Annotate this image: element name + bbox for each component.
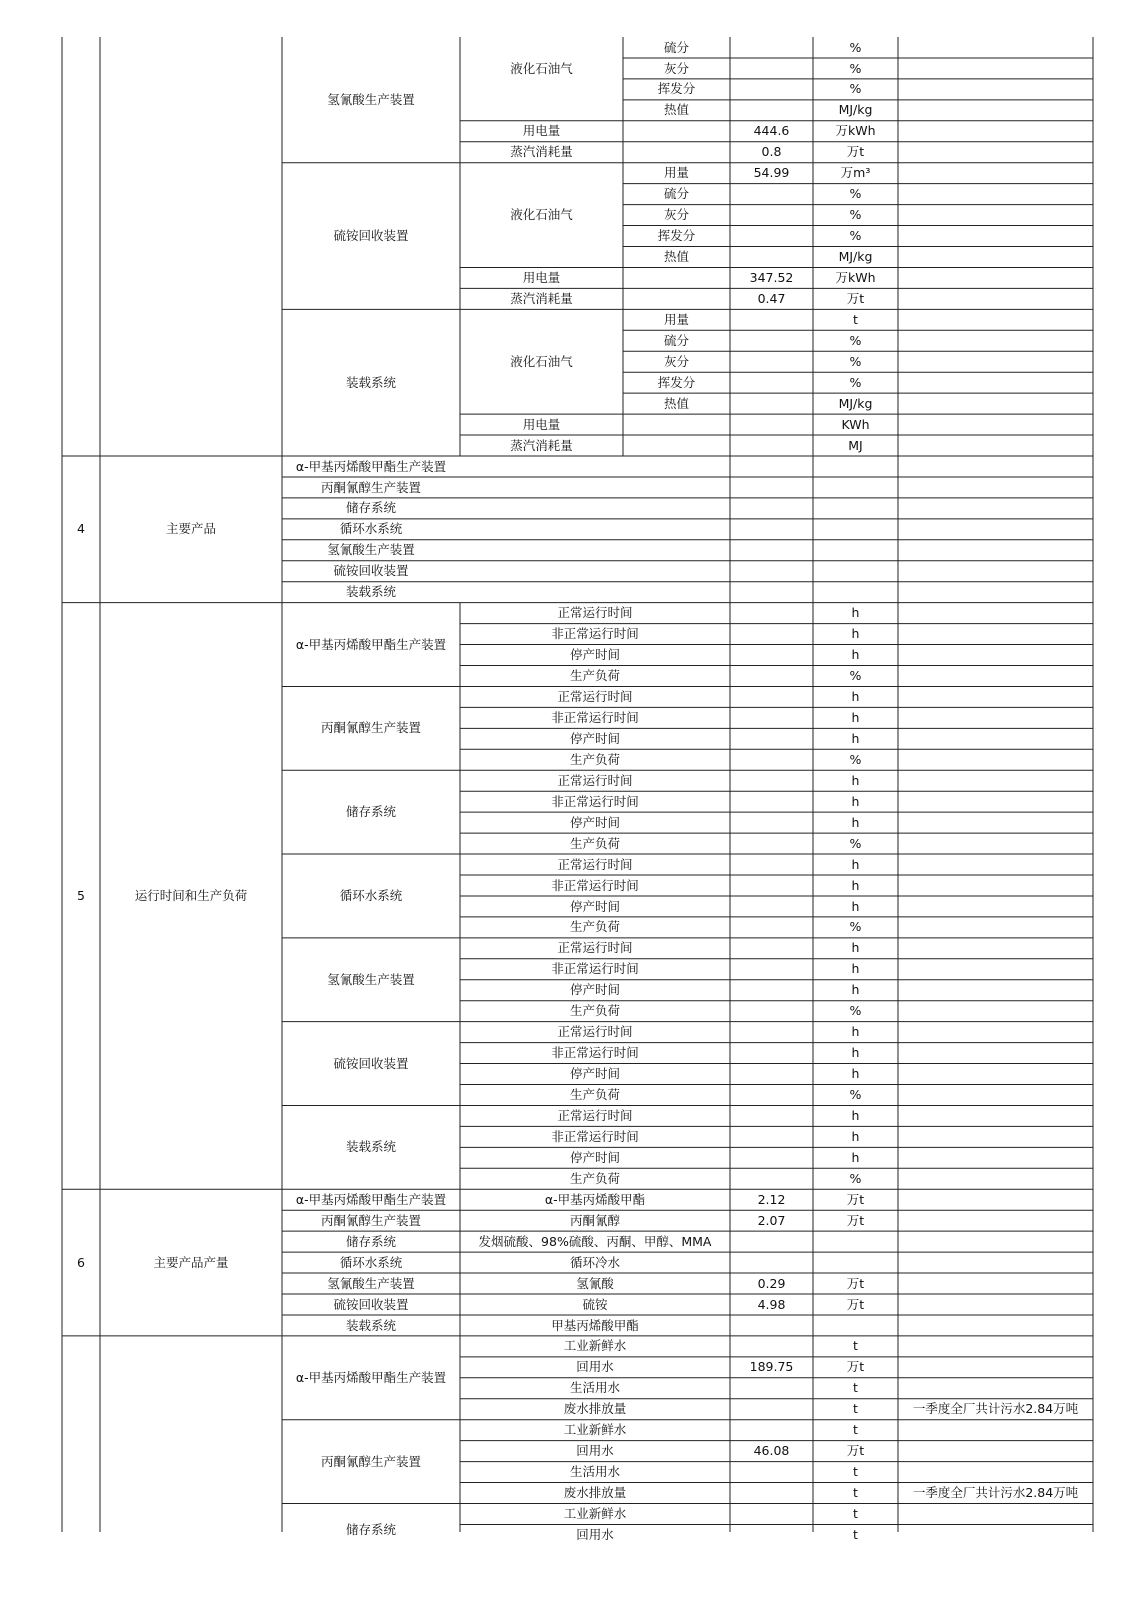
runtime-param-label: 非正常运行时间 [551,709,639,725]
product-unit-4: 氢氰酸生产装置 [327,542,415,558]
runtime-param-unit: h [851,982,860,998]
product-unit-6: 装载系统 [345,584,396,600]
unit-cell-loading-4: MJ/kg [838,395,873,411]
param-label-ammonium-usage: 用量 [663,165,689,181]
unit-cell-hcn-0: % [849,39,862,55]
runtime-param-label: 非正常运行时间 [551,877,639,893]
output-unit-2: 储存系统 [345,1233,396,1249]
remark-acn: 一季度全厂共计污水2.84万吨 [912,1485,1079,1501]
output-value-1: 2.07 [757,1212,786,1228]
unit-cell-hcn-2: % [849,81,862,97]
runtime-param-unit: h [851,730,860,746]
water-param-mma: 回用水 [576,1359,614,1375]
output-measure-5: 万t [846,1296,865,1312]
water-param-mma: 废水排放量 [563,1401,627,1417]
water-unit-cell-mma: 万t [846,1359,865,1375]
runtime-param-unit: h [851,1045,860,1061]
unit-cell-ammonium-3: % [849,228,862,244]
runtime-param-label: 正常运行时间 [557,940,633,956]
output-unit-5: 硫铵回收装置 [333,1296,409,1312]
water-value-acn [730,1483,813,1504]
runtime-param-unit: h [851,940,860,956]
output-value-0: 2.12 [757,1191,786,1207]
runtime-param-label: 非正常运行时间 [551,1045,639,1061]
runtime-param-unit: % [849,668,862,684]
output-product-0: α-甲基丙烯酸甲酯 [544,1191,646,1207]
water-param-acn: 废水排放量 [563,1485,627,1501]
unit-label-loading: 装载系统 [345,374,396,390]
water-value-acn: 46.08 [753,1443,790,1459]
output-product-6: 甲基丙烯酸甲酯 [551,1317,639,1333]
water-unit-cell-mma: t [853,1338,858,1354]
output-unit-4: 氢氰酸生产装置 [327,1275,415,1291]
param-label-loading-usage: 用量 [663,311,689,327]
output-measure-6 [813,1315,898,1336]
runtime-param-label: 非正常运行时间 [551,626,639,642]
water-unit-cell-acn: t [853,1464,858,1480]
unit-cell-hcn-1: % [849,60,862,76]
output-product-2: 发烟硫酸、98%硫酸、丙酮、甲醇、MMA [478,1233,712,1249]
usage-value-ammonium: 54.99 [753,165,790,181]
runtime-param-unit: h [851,689,860,705]
water-value-acn [730,1462,813,1483]
water-unit-cell-storage: t [853,1506,858,1522]
runtime-param-unit: h [851,1024,860,1040]
water-value-mma: 189.75 [749,1359,794,1375]
param-label-ammonium-sulfur: 硫分 [663,186,689,202]
fuel-label-hcn: 液化石油气 [510,60,573,76]
electricity-label-loading: 用电量 [522,416,561,432]
electricity-label-ammonium: 用电量 [522,270,561,286]
steam-unit-hcn: 万t [846,144,865,160]
param-label-ammonium-volatile: 挥发分 [657,228,696,244]
output-measure-4: 万t [846,1275,865,1291]
param-label-ammonium-ash: 灰分 [663,207,689,223]
product-unit-1: 丙酮氰醇生产装置 [320,479,421,495]
output-product-3: 循环冷水 [569,1254,620,1270]
water-unit-cell-mma: t [853,1401,858,1417]
product-unit-0: α-甲基丙烯酸甲酯生产装置 [295,458,447,474]
water-param-mma: 生活用水 [569,1380,620,1396]
section-number-6: 6 [77,1254,85,1270]
product-unit-3: 循环水系统 [339,521,403,537]
runtime-param-label: 生产负荷 [569,1087,620,1103]
runtime-param-unit: % [849,919,862,935]
section-title-4: 主要产品 [165,521,216,537]
electricity-value-hcn: 444.6 [753,123,790,139]
runtime-param-label: 停产时间 [569,730,620,746]
water-unit-cell-acn: t [853,1485,858,1501]
param-label-loading-sulfur: 硫分 [663,332,689,348]
param-label-hcn-sulfur: 硫分 [663,39,689,55]
water-unit-cell-storage: t [853,1527,858,1543]
runtime-param-label: 生产负荷 [569,919,620,935]
fuel-label-ammonium: 液化石油气 [510,207,573,223]
runtime-unit-1: 丙酮氰醇生产装置 [320,720,421,736]
water-unit-cell-acn: t [853,1422,858,1438]
runtime-param-label: 正常运行时间 [557,1024,633,1040]
runtime-param-label: 正常运行时间 [557,1108,633,1124]
runtime-param-label: 停产时间 [569,898,620,914]
runtime-param-unit: h [851,1066,860,1082]
param-label-ammonium-heat_value: 热值 [663,249,689,265]
unit-cell-loading-0: t [853,311,858,327]
water-unit-storage: 储存系统 [345,1521,396,1537]
water-unit-cell-acn: 万t [846,1443,865,1459]
param-label-loading-ash: 灰分 [663,353,689,369]
runtime-param-label: 正常运行时间 [557,772,633,788]
water-value-mma [730,1378,813,1399]
runtime-unit-0: α-甲基丙烯酸甲酯生产装置 [295,636,447,652]
output-value-4: 0.29 [757,1275,786,1291]
runtime-param-unit: h [851,1108,860,1124]
runtime-param-unit: h [851,814,860,830]
steam-label-hcn: 蒸汽消耗量 [510,144,573,160]
runtime-unit-6: 装载系统 [345,1139,396,1155]
param-label-loading-volatile: 挥发分 [657,374,696,390]
electricity-unit-ammonium: 万kWh [835,270,876,286]
runtime-param-label: 生产负荷 [569,1003,620,1019]
section-number-5: 5 [77,888,85,904]
runtime-param-label: 正常运行时间 [557,689,633,705]
water-param-acn: 生活用水 [569,1464,620,1480]
runtime-param-label: 停产时间 [569,647,620,663]
unit-cell-ammonium-1: % [849,186,862,202]
runtime-param-unit: h [851,877,860,893]
unit-cell-loading-1: % [849,332,862,348]
runtime-param-label: 正常运行时间 [557,856,633,872]
runtime-param-unit: h [851,626,860,642]
output-unit-3: 循环水系统 [339,1254,403,1270]
runtime-param-label: 停产时间 [569,814,620,830]
unit-cell-ammonium-4: MJ/kg [838,249,873,265]
steam-label-loading: 蒸汽消耗量 [510,437,573,453]
runtime-param-unit: h [851,605,860,621]
runtime-unit-5: 硫铵回收装置 [333,1055,409,1071]
runtime-param-label: 正常运行时间 [557,605,633,621]
runtime-param-label: 非正常运行时间 [551,1128,639,1144]
runtime-param-label: 生产负荷 [569,835,620,851]
runtime-param-unit: % [849,835,862,851]
product-unit-2: 储存系统 [345,500,396,516]
runtime-param-unit: % [849,1170,862,1186]
electricity-unit-loading: KWh [841,416,870,432]
water-unit-mma: α-甲基丙烯酸甲酯生产装置 [295,1369,447,1385]
runtime-param-unit: h [851,1128,860,1144]
water-value-mma [730,1399,813,1420]
output-measure-2 [813,1231,898,1252]
runtime-param-label: 生产负荷 [569,668,620,684]
output-measure-3 [813,1252,898,1273]
unit-label-ammonium: 硫铵回收装置 [333,228,409,244]
steam-unit-ammonium: 万t [846,290,865,306]
output-measure-1: 万t [846,1212,865,1228]
runtime-param-label: 非正常运行时间 [551,793,639,809]
runtime-param-unit: h [851,772,860,788]
water-value-acn [730,1420,813,1441]
output-unit-0: α-甲基丙烯酸甲酯生产装置 [295,1191,447,1207]
runtime-param-label: 停产时间 [569,1066,620,1082]
runtime-param-unit: h [851,647,860,663]
section-title-5: 运行时间和生产负荷 [134,888,248,904]
output-value-5: 4.98 [757,1296,786,1312]
runtime-unit-4: 氢氰酸生产装置 [327,971,415,987]
runtime-param-unit: % [849,1003,862,1019]
runtime-unit-3: 循环水系统 [339,888,403,904]
runtime-param-unit: h [851,856,860,872]
unit-label-hcn: 氢氰酸生产装置 [327,91,415,107]
output-value-6 [730,1315,813,1336]
output-product-1: 丙酮氰醇 [569,1212,620,1228]
steam-label-ammonium: 蒸汽消耗量 [510,290,573,306]
steam-value-hcn: 0.8 [761,144,782,160]
product-unit-5: 硫铵回收装置 [333,563,409,579]
param-label-hcn-volatile: 挥发分 [657,81,696,97]
param-label-hcn-ash: 灰分 [663,60,689,76]
section-number-4: 4 [77,521,85,537]
runtime-param-unit: % [849,751,862,767]
electricity-value-ammonium: 347.52 [749,270,794,286]
runtime-param-label: 生产负荷 [569,751,620,767]
unit-cell-loading-3: % [849,374,862,390]
section-title-6: 主要产品产量 [153,1254,229,1270]
steam-value-ammonium: 0.47 [757,290,786,306]
fuel-label-loading: 液化石油气 [510,353,573,369]
electricity-label-hcn: 用电量 [522,123,561,139]
output-measure-0: 万t [846,1191,865,1207]
param-label-loading-heat_value: 热值 [663,395,689,411]
runtime-param-label: 停产时间 [569,1149,620,1165]
unit-cell-ammonium-2: % [849,207,862,223]
unit-cell-loading-2: % [849,353,862,369]
water-value-mma [730,1336,813,1357]
runtime-param-label: 生产负荷 [569,1170,620,1186]
water-param-acn: 回用水 [576,1443,614,1459]
output-product-5: 硫铵 [582,1296,608,1312]
runtime-param-unit: h [851,961,860,977]
electricity-unit-hcn: 万kWh [835,123,876,139]
remark-mma: 一季度全厂共计污水2.84万吨 [912,1401,1079,1417]
runtime-param-unit: h [851,793,860,809]
water-param-acn: 工业新鲜水 [563,1422,627,1438]
water-unit-acn: 丙酮氰醇生产装置 [320,1453,421,1469]
runtime-param-unit: h [851,709,860,725]
unit-cell-hcn-3: MJ/kg [838,102,873,118]
output-product-4: 氢氰酸 [576,1275,614,1291]
runtime-param-label: 停产时间 [569,982,620,998]
output-value-3 [730,1252,813,1273]
water-param-storage: 回用水 [576,1527,614,1543]
runtime-param-unit: h [851,898,860,914]
output-unit-1: 丙酮氰醇生产装置 [320,1212,421,1228]
runtime-param-unit: h [851,1149,860,1165]
param-label-hcn-heat_value: 热值 [663,102,689,118]
water-unit-cell-mma: t [853,1380,858,1396]
water-param-storage: 工业新鲜水 [563,1506,627,1522]
runtime-unit-2: 储存系统 [345,804,396,820]
runtime-param-label: 非正常运行时间 [551,961,639,977]
steam-unit-loading: MJ [848,437,863,453]
output-value-2 [730,1231,813,1252]
runtime-param-unit: % [849,1087,862,1103]
unit-cell-ammonium-0: 万m³ [840,165,871,181]
output-unit-6: 装载系统 [345,1317,396,1333]
water-param-mma: 工业新鲜水 [563,1338,627,1354]
